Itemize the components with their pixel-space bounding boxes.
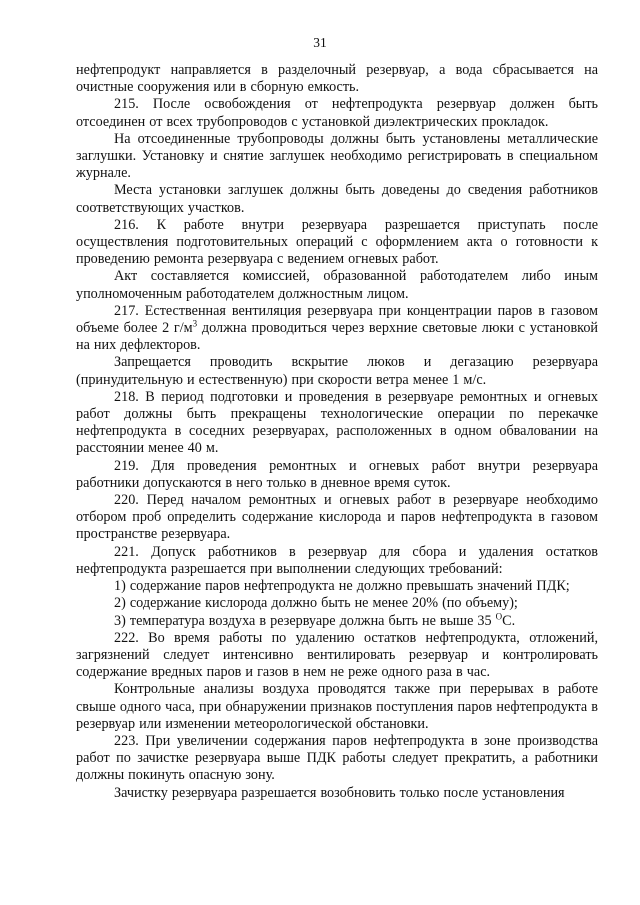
paragraph-218: 218. В период подготовки и проведения в резервуаре ремонтных и огневых работ должны быть прекращены технологические операции по перекачке нефтепродукта в соседних резервуарах, расположенных в одном обваловании на расстоянии менее 40 м. [76,388,598,457]
text-run: должна проводиться через верхние световые люки с установкой на них дефлекторов. [76,320,599,354]
list-item [76,610,598,630]
paragraph-223: 223. При увеличении содержания паров нефтепродукта в зоне производства работ по зачистке резервуара выше ПДК работы следует прекратить, а работники должны покинуть опасную зону. [76,732,598,784]
paragraph: Запрещается проводить вскрытие люков и дегазацию резервуара (принудительную и естественную) при скорости ветра менее 1 м/с. [76,354,598,388]
paragraph: Акт составляется комиссией, образованной работодателем либо иным уполномоченным работодателем должностным лицом. [76,268,598,302]
superscript: О [495,610,503,621]
text-run: С. [502,612,516,629]
paragraph: Места установки заглушек должны быть доведены до сведения работников соответствующих участков. [76,182,598,216]
paragraph: На отсоединенные трубопроводы должны быть установлены металлические заглушки. Установку и снятие заглушек необходимо регистрировать в специальном журнале. [76,130,598,182]
paragraph: нефтепродукт направляется в разделочный резервуар, а вода сбрасывается на очистные сооружения или в сборную емкость. [76,62,598,96]
paragraph: Зачистку резервуара разрешается возобновить только после установления [114,784,565,801]
paragraph-219: 219. Для проведения ремонтных и огневых работ внутри резервуара работники допускаются в него только в дневное время суток. [76,457,598,491]
text-run: 3) температура воздуха в резервуаре должна быть не выше 35 [114,612,496,629]
page-number: 31 [313,35,327,50]
paragraph: Контрольные анализы воздуха проводятся также при перерывах в работе свыше одного часа, при обнаружении признаков поступления паров нефтепродукта в резервуар или изменении метеорологической обстановки. [76,681,598,732]
text-run: 217. Естественная вентиляция резервуара при концентрации паров в газовом объеме более 2 г/м [76,302,598,337]
paragraph-216: 216. К работе внутри резервуара разрешается приступать после осуществления подготовительных операций с оформлением акта о готовности к проведению ремонта резервуара с ведением огневых работ. [76,216,598,268]
list-item: 2) содержание кислорода должно быть не менее 20% (по объему); [114,595,518,612]
list-item: 1) содержание паров нефтепродукта не должно превышать значений ПДК; [114,578,570,595]
paragraph-221: 221. Допуск работников в резервуар для сбора и удаления остатков нефтепродукта разрешается при выполнении следующих требований: [76,543,598,577]
document-body [76,62,598,802]
paragraph-220: 220. Перед началом ремонтных и огневых работ в резервуаре необходимо отбором проб определить содержание кислорода и паров нефтепродукта в газовом пространстве резервуара. [76,492,598,543]
paragraph-215: 215. После освобождения от нефтепродукта резервуар должен быть отсоединен от всех трубопроводов с установкой диэлектрических прокладок. [76,96,598,130]
paragraph-217 [76,303,598,355]
paragraph-222: 222. Во время работы по удалению остатков нефтепродукта, отложений, загрязнений следует интенсивно вентилировать резервуар и контролировать содержание вредных паров и газов в нем не реже одного раза в час. [76,629,598,681]
superscript: 3 [192,318,198,329]
